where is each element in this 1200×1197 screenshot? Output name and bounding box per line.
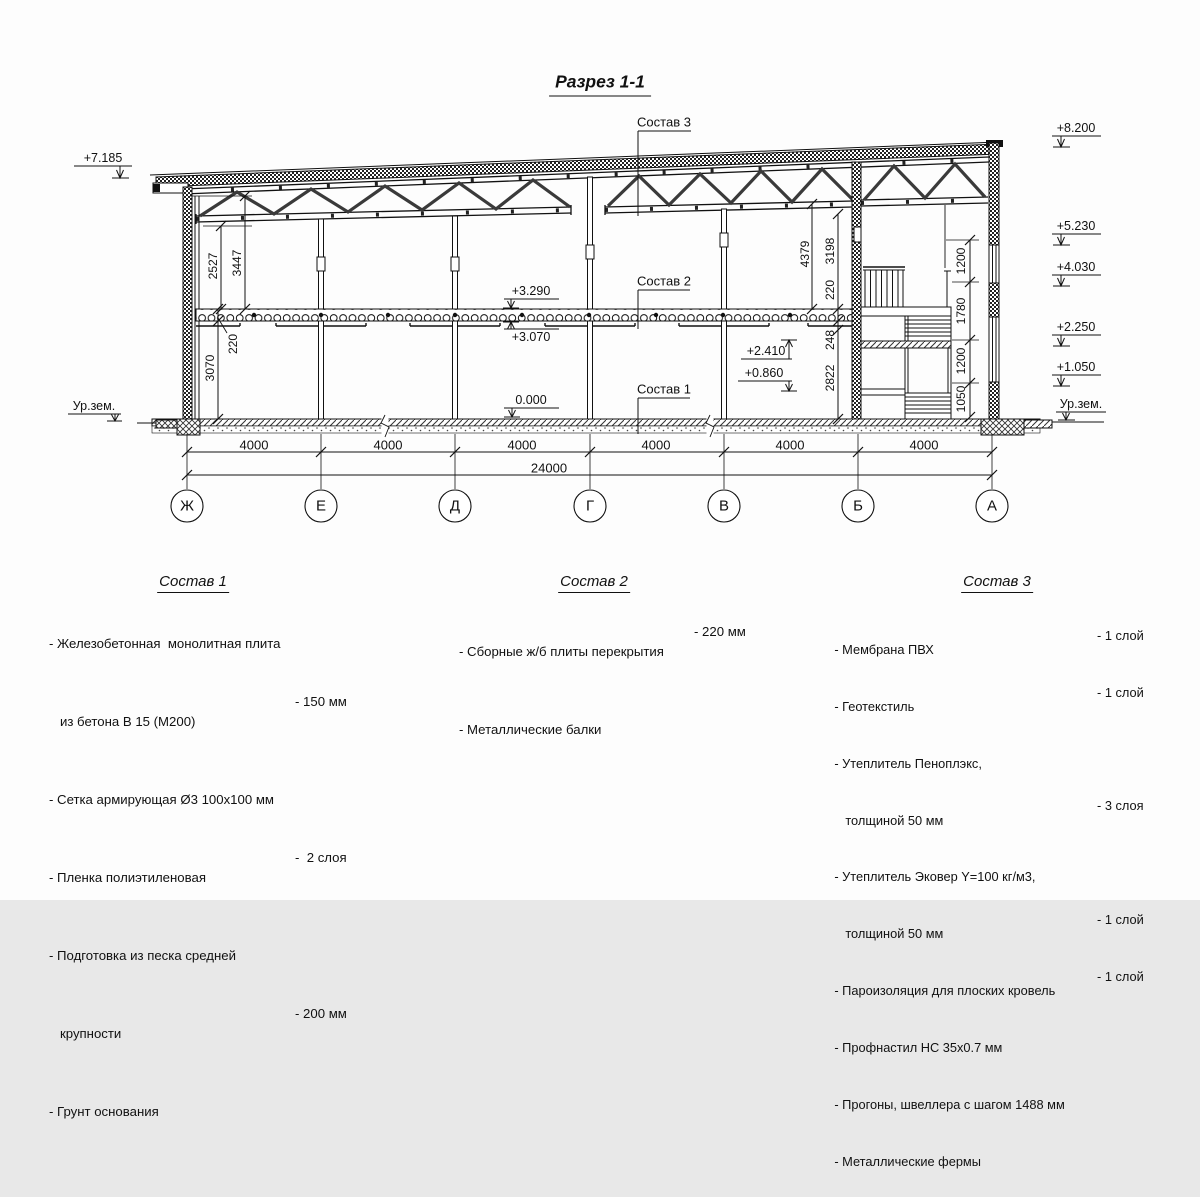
dim-1200-b: 1200 <box>954 347 968 375</box>
dim-3070: 3070 <box>203 354 217 382</box>
legend-title-sostav3: Состав 3 <box>961 573 1033 593</box>
legend-item: - Мембрана ПВХ - 1 слой <box>834 628 1144 658</box>
staircase <box>861 205 951 419</box>
axis-bubble-d: Д <box>449 497 461 515</box>
legend-item: - Утеплитель Эковер Y=100 кг/м3, <box>834 869 1036 885</box>
elevation-mark-1050: +1.050 <box>1056 360 1096 374</box>
dim-3447: 3447 <box>230 249 244 277</box>
callout-sostav1: Состав 1 <box>637 381 691 397</box>
ground-level-right: Ур.зем. <box>1059 397 1103 411</box>
elevation-mark-zero: 0.000 <box>515 393 547 407</box>
legend-item: крупности - 200 мм <box>59 1006 347 1041</box>
axis-bubble-b: Б <box>853 497 863 515</box>
dim-1780: 1780 <box>954 297 968 325</box>
dim-4379: 4379 <box>798 240 812 268</box>
legend-item: - Железобетонная монолитная плита <box>48 635 281 651</box>
legend-item: - Пленка полиэтиленовая - 2 слоя <box>48 850 347 885</box>
dim-span-3: 4000 <box>507 437 537 453</box>
elevation-mark-3070: +3.070 <box>511 330 551 344</box>
legend-item: из бетона В 15 (М200) - 150 мм <box>59 694 347 729</box>
dim-248: 248 <box>823 329 837 351</box>
legend-sostav2 <box>437 622 767 778</box>
dim-span-4: 4000 <box>641 437 671 453</box>
elevation-mark-2410: +2.410 <box>746 344 786 358</box>
dim-1050: 1050 <box>954 385 968 413</box>
dim-span-1: 4000 <box>239 437 269 453</box>
legend-title-sostav1: Состав 1 <box>157 573 229 593</box>
dim-220-mid: 220 <box>823 279 837 301</box>
legend-item: - Профнастил НС 35х0.7 мм <box>834 1039 1003 1055</box>
dim-span-5: 4000 <box>775 437 805 453</box>
elevation-mark-2250: +2.250 <box>1056 320 1096 334</box>
legend-item: - Подготовка из песка средней <box>48 947 236 963</box>
dim-2822: 2822 <box>823 364 837 392</box>
axis-bubble-a: А <box>986 497 998 515</box>
elevation-mark-left-roof: +7.185 <box>83 151 123 165</box>
elevation-mark-0860: +0.860 <box>744 366 784 380</box>
legend-item: - Прогоны, швеллера с шагом 1488 мм <box>834 1096 1065 1112</box>
axis-bubble-v: В <box>718 497 730 515</box>
dim-220-left: 220 <box>226 333 240 355</box>
dim-3198: 3198 <box>823 237 837 265</box>
elevation-mark-parapet: +8.200 <box>1056 121 1096 135</box>
elevation-mark-5230: +5.230 <box>1056 219 1096 233</box>
dim-1200-a: 1200 <box>954 247 968 275</box>
legend-item: - Пароизоляция для плоских кровель - 1 слой <box>834 968 1144 999</box>
ground-level-left: Ур.зем. <box>72 399 116 413</box>
axis-bubble-g: Г <box>585 497 595 515</box>
legend-sostav1 <box>27 614 372 1160</box>
legend-item: - Грунт основания <box>48 1103 159 1119</box>
legend-sostav3 <box>813 629 1163 1197</box>
dim-span-2: 4000 <box>373 437 403 453</box>
elevation-mark-3290: +3.290 <box>511 284 551 298</box>
callout-sostav2: Состав 2 <box>637 273 691 289</box>
dim-span-6: 4000 <box>909 437 939 453</box>
legend-title-sostav2: Состав 2 <box>558 573 630 593</box>
legend-item: толщиной 50 мм - 1 слой <box>845 912 1144 942</box>
legend-item: - Металлические балки <box>458 721 602 737</box>
axis-bubble-e: Е <box>315 497 327 515</box>
legend-item: - Металлические фермы <box>834 1153 981 1169</box>
ground-slab <box>137 415 1104 437</box>
elevation-mark-4030: +4.030 <box>1056 260 1096 274</box>
dim-total: 24000 <box>530 460 568 476</box>
floor-slab <box>196 309 852 326</box>
callout-sostav3: Состав 3 <box>637 114 691 130</box>
dim-2527: 2527 <box>206 252 220 280</box>
drawing-title: Разрез 1-1 <box>549 72 651 97</box>
legend-item: - Сборные ж/б плиты перекрытия - 220 мм <box>458 624 746 659</box>
legend-item: толщиной 50 мм - 3 слоя <box>845 798 1144 828</box>
legend-item: - Утеплитель Пеноплэкс, <box>834 755 982 771</box>
axis-bubble-zh: Ж <box>180 497 194 515</box>
legend-item: - Геотекстиль - 1 слой <box>834 684 1144 715</box>
legend-item: - Сетка армирующая Ø3 100х100 мм <box>48 791 274 807</box>
